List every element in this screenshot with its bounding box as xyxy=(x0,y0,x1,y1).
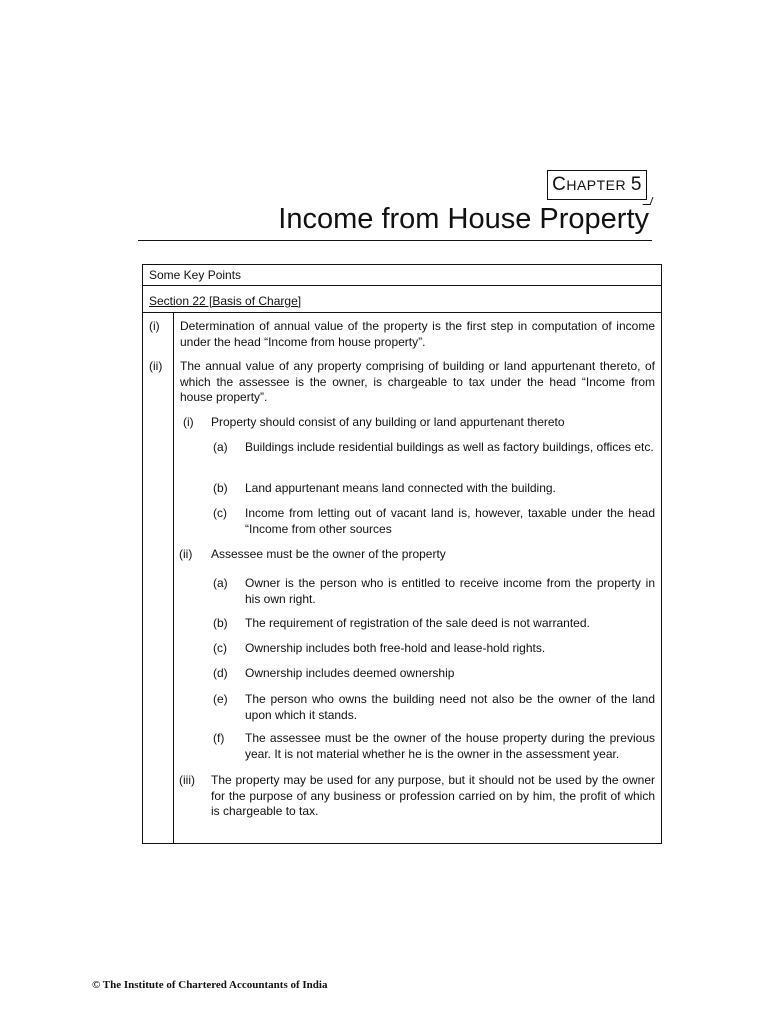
point-text: Owner is the person who is entitled to receive income from the property in his own right. xyxy=(245,576,655,606)
point-number: (a) xyxy=(213,440,228,454)
point-number: (d) xyxy=(213,666,228,680)
chapter-number: 5 xyxy=(630,174,642,195)
chapter-prefix-initial: C xyxy=(552,174,567,195)
key-points-table xyxy=(142,264,662,844)
point-text: Income from letting out of vacant land is, however, taxable under the head “Income from other sources xyxy=(245,506,655,536)
point-number: (f) xyxy=(213,731,225,745)
sub-item-text: Property should consist of any building or land appurtenant thereto xyxy=(211,415,565,429)
point-number: (b) xyxy=(213,481,228,495)
table-body xyxy=(143,313,661,843)
point-text: Ownership includes both free-hold and lease-hold rights. xyxy=(245,641,546,655)
sub-item-text: Assessee must be the owner of the property xyxy=(211,547,446,561)
title-divider xyxy=(138,240,652,241)
section-heading xyxy=(143,286,661,313)
point-number: (e) xyxy=(213,692,228,706)
sub-item-text: The property may be used for any purpose, but it should not be used by the owner for the purpose of any business or profession carried on by him, the profit of which is chargeable to tax. xyxy=(211,773,655,818)
sub-item-number: (i) xyxy=(183,415,194,429)
point-number: (b) xyxy=(213,616,228,630)
sub-item-number: (iii) xyxy=(179,773,195,787)
point-text: The assessee must be the owner of the house property during the previous year. It is not material whether he is the owner in the assessment year. xyxy=(245,731,655,761)
item-text: The annual value of any property comprising of building or land appurtenant thereto, of which the assessee is the owner, is chargeable to tax under the head “Income from house property”. xyxy=(180,359,655,404)
item-text: Determination of annual value of the property is the first step in computation of income under the head “Income from house property”. xyxy=(180,319,655,349)
chapter-prefix-rest: HAPTER xyxy=(566,177,627,193)
point-number: (c) xyxy=(213,641,227,655)
chapter-label xyxy=(547,170,647,200)
point-text: Land appurtenant means land connected with the building. xyxy=(245,481,556,495)
section-heading-text: Section 22 [Basis of Charge] xyxy=(149,294,302,308)
page-title: Income from House Property xyxy=(278,203,649,235)
item-number: (ii) xyxy=(149,359,163,373)
point-text: Buildings include residential buildings as well as factory buildings, offices etc. xyxy=(245,440,654,454)
column-divider xyxy=(173,313,174,843)
point-number: (c) xyxy=(213,506,227,520)
point-number: (a) xyxy=(213,576,228,590)
copyright-footer: © The Institute of Chartered Accountants of India xyxy=(92,979,328,991)
point-text: Ownership includes deemed ownership xyxy=(245,666,455,680)
item-number: (i) xyxy=(149,319,160,333)
table-header: Some Key Points xyxy=(143,265,661,286)
point-text: The person who owns the building need not also be the owner of the land upon which it stands. xyxy=(245,692,655,722)
point-text: The requirement of registration of the sale deed is not warranted. xyxy=(245,616,590,630)
sub-item-number: (ii) xyxy=(179,547,193,561)
